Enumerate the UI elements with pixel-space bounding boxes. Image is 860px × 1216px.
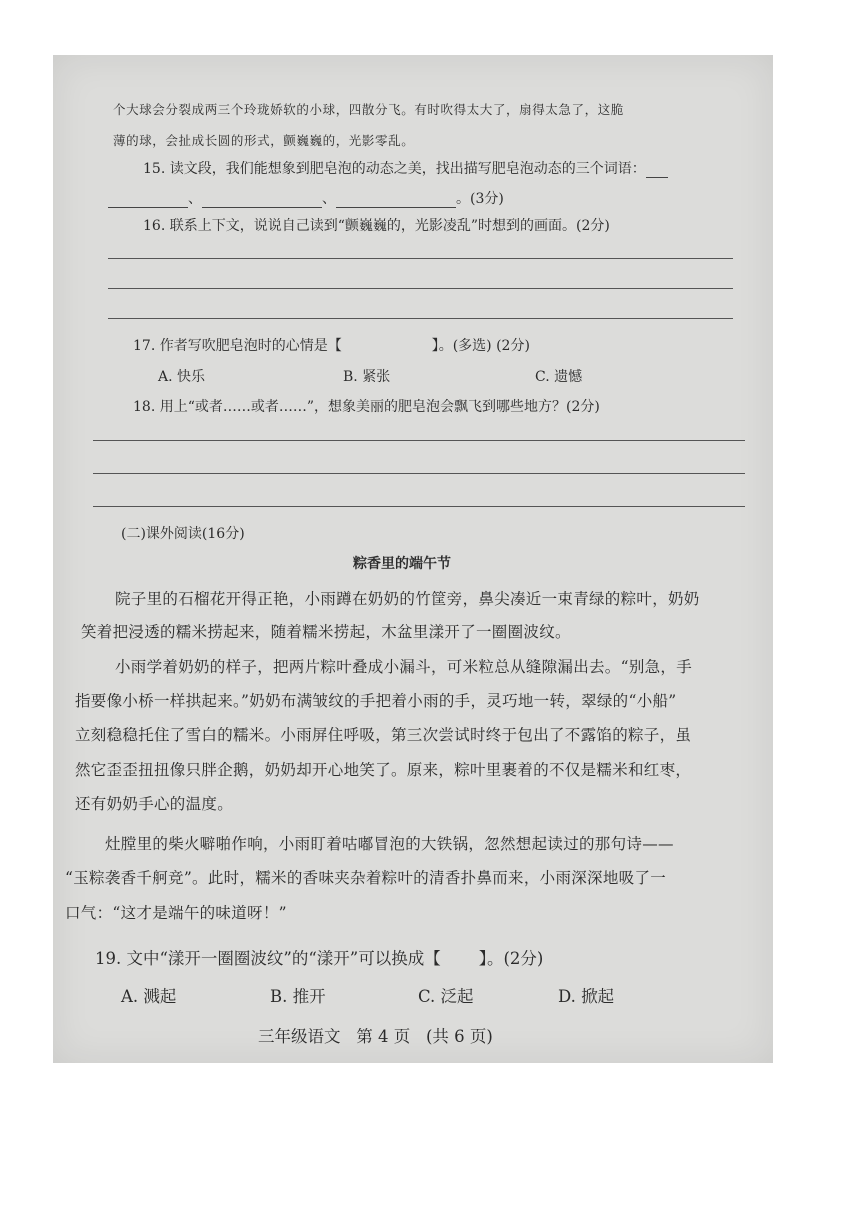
blank-separator-2: 、 <box>322 191 336 207</box>
article-line: 口气：“这才是端午的味道呀！” <box>65 904 287 922</box>
option-d[interactable]: D. 掀起 <box>558 987 615 1006</box>
question-19-text-a: 19. 文中“漾开一圈圈波纹”的“漾开”可以换成【 <box>95 949 441 968</box>
answer-line[interactable] <box>93 440 745 441</box>
article-line: 笑着把浸透的糯米捞起来，随着糯米捞起，木盆里漾开了一圈圈波纹。 <box>81 623 571 641</box>
option-b[interactable]: B. 推开 <box>270 987 326 1006</box>
page-footer: 三年级语文 第 4 页 (共 6 页) <box>258 1027 493 1046</box>
answer-blank-4[interactable] <box>336 193 456 208</box>
question-17 <box>133 335 530 355</box>
question-15-score: 。(3分) <box>456 191 504 207</box>
answer-line[interactable] <box>93 473 745 474</box>
article-line: 小雨学着奶奶的样子，把两片粽叶叠成小漏斗，可米粒总从缝隙漏出去。“别急，手 <box>115 658 693 676</box>
question-18: 18. 用上“或者……或者……”，想象美丽的肥皂泡会飘飞到哪些地方？(2分) <box>133 399 600 415</box>
article-line: 然它歪歪扭扭像只胖企鹅，奶奶却开心地笑了。原来，粽叶里裹着的不仅是糯米和红枣， <box>75 761 692 779</box>
question-19 <box>95 945 543 969</box>
answer-blank-3[interactable] <box>202 193 322 208</box>
answer-blank-1[interactable] <box>646 163 668 178</box>
article-line: “玉粽袭香千舸竞”。此时，糯米的香味夹杂着粽叶的清香扑鼻而来，小雨深深地吸了一 <box>65 869 667 887</box>
question-15-blanks <box>108 188 504 208</box>
question-15 <box>143 158 668 178</box>
option-c[interactable]: C. 遗憾 <box>535 369 583 385</box>
passage-line-2: 薄的球，会扯成长圆的形式，颤巍巍的，光影零乱。 <box>113 133 415 148</box>
answer-blank-2[interactable] <box>108 193 188 208</box>
question-19-text-b: 】。(2分) <box>478 949 544 968</box>
option-b[interactable]: B. 紧张 <box>343 369 391 385</box>
option-a[interactable]: A. 快乐 <box>158 369 206 385</box>
blank-separator-1: 、 <box>188 191 202 207</box>
option-c[interactable]: C. 泛起 <box>418 987 474 1006</box>
article-line: 还有奶奶手心的温度。 <box>75 795 234 813</box>
article-line: 指要像小桥一样拱起来。”奶奶布满皱纹的手把着小雨的手，灵巧地一转，翠绿的“小船” <box>75 692 677 710</box>
exam-page <box>53 55 773 1063</box>
answer-line[interactable] <box>93 506 745 507</box>
article-line: 院子里的石榴花开得正艳，小雨蹲在奶奶的竹筐旁，鼻尖凑近一束青绿的粽叶，奶奶 <box>115 590 700 608</box>
article-line: 立刻稳稳托住了雪白的糯米。小雨屏住呼吸，第三次尝试时终于包出了不露馅的粽子，虽 <box>75 726 692 744</box>
article-title: 粽香里的端午节 <box>353 556 451 572</box>
answer-line[interactable] <box>108 318 733 319</box>
article-line: 灶膛里的柴火噼啪作响，小雨盯着咕嘟冒泡的大铁锅，忽然想起读过的那句诗—— <box>105 835 674 853</box>
question-15-text: 15. 读文段，我们能想象到肥皂泡的动态之美，找出描写肥皂泡动态的三个词语： <box>143 161 646 177</box>
passage-line-1: 个大球会分裂成两三个玲珑娇软的小球，四散分飞。有时吹得太大了，扇得太急了，这脆 <box>113 102 624 117</box>
question-16: 16. 联系上下文，说说自己读到“颤巍巍的，光影凌乱”时想到的画面。(2分) <box>143 218 610 234</box>
question-17-text-a: 17. 作者写吹肥皂泡时的心情是【 <box>133 338 342 354</box>
answer-line[interactable] <box>108 258 733 259</box>
answer-line[interactable] <box>108 288 733 289</box>
option-a[interactable]: A. 溅起 <box>121 987 177 1006</box>
section-header: (二)课外阅读(16分) <box>121 526 245 542</box>
question-17-text-b: 】。(多选) (2分) <box>431 338 530 354</box>
